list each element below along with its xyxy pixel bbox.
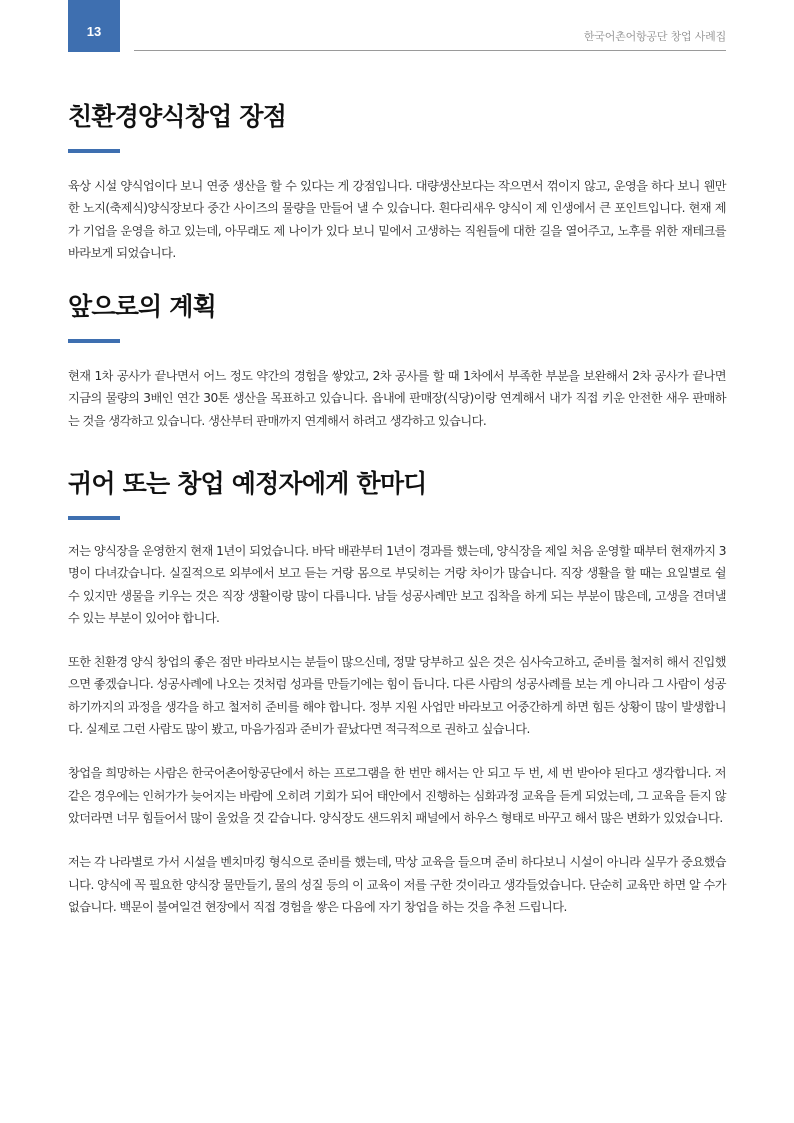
heading-accent-bar — [68, 149, 120, 153]
paragraph: 저는 양식장을 운영한지 현재 1년이 되었습니다. 바닥 배관부터 1년이 경과를 했는데, 양식장을 제일 처음 운영할 때부터 현재까지 3명이 다녀갔습니다. 실질적으로 외부에서 보고 듣는 거랑 몸으로 부딪히는 거랑 차이가 많습니다. 직장 생활을 할 때는 요일별로 쉴 수 있지만 생물을 키우는 것은 직장 생활이랑 많이 다릅니다. 남들 성공사례만 보고 집착을 하게 되는 부분이 많은데, 고생을 견뎌낼 수 있는 부분이 있어야 합니다. — [68, 544, 726, 625]
section-advice — [68, 467, 726, 918]
paragraph: 창업을 희망하는 사람은 한국어촌어항공단에서 하는 프로그램을 한 번만 해서는 안 되고 두 번, 세 번 받아야 된다고 생각합니다. 저 같은 경우에는 인허가가 늦어지는 바람에 오히려 기회가 되어 태안에서 진행하는 심화과정 교육을 듣게 되었는데, 그 교육을 듣지 않았더라면 너무 힘들어서 많이 울었을 것 같습니다. 양식장도 샌드위치 패널에서 하우스 형태로 바꾸고 해서 많은 변화가 있었습니다. — [68, 766, 726, 825]
heading-accent-bar — [68, 339, 120, 343]
section-heading: 친환경양식창업 장점 — [68, 102, 287, 131]
section-future-plans — [68, 290, 726, 432]
header-divider — [134, 50, 726, 51]
section-heading: 앞으로의 계획 — [68, 292, 217, 321]
document-title: 한국어촌어항공단 창업 사례집 — [583, 30, 726, 43]
page-number-tab — [68, 0, 120, 52]
paragraph: 저는 각 나라별로 가서 시설을 벤치마킹 형식으로 준비를 했는데, 막상 교육을 들으며 준비 하다보니 시설이 아니라 실무가 중요했습니다. 양식에 꼭 필요한 양식장 물만들기, 물의 성질 등의 이 교육이 저를 구한 것이라고 생각들었습니다. 단순히 교육만 하면 알 수가 없습니다. 백문이 불여일견 현장에서 직접 경험을 쌓은 다음에 자기 창업을 하는 것을 추천 드립니다. — [68, 855, 726, 914]
paragraph: 또한 친환경 양식 창업의 좋은 점만 바라보시는 분들이 많으신데, 정말 당부하고 싶은 것은 심사숙고하고, 준비를 철저히 해서 진입했으면 좋겠습니다. 성공사례에 나오는 것처럼 성과를 만들기에는 힘이 듭니다. 다른 사람의 성공사례를 보는 게 아니라 그 사람이 성공하기까지의 과정을 생각을 하고 철저히 준비를 해야 합니다. 정부 지원 사업만 바라보고 어중간하게 하면 힘든 상황이 많이 발생합니다. 실제로 그런 사람도 많이 봤고, 마음가짐과 준비가 끝났다면 적극적으로 권하고 싶습니다. — [68, 655, 726, 737]
section-heading: 귀어 또는 창업 예정자에게 한마디 — [68, 469, 427, 498]
paragraph: 육상 시설 양식업이다 보니 연중 생산을 할 수 있다는 게 강점입니다. 대량생산보다는 작으면서 꺾이지 않고, 운영을 하다 보니 웬만한 노지(축제식)양식장보다 중간 사이즈의 물량을 만들어 낼 수 있습니다. 흰다리새우 양식이 제 인생에서 큰 포인트입니다. 현재 제가 기업을 운영을 하고 있는데, 아무래도 제 나이가 있다 보니 밑에서 고생하는 직원들에 대한 길을 열어주고, 노후를 위한 재테크를 바라보게 되었습니다. — [68, 179, 726, 260]
heading-accent-bar — [68, 516, 120, 520]
paragraph: 현재 1차 공사가 끝나면서 어느 정도 약간의 경험을 쌓았고, 2차 공사를 할 때 1차에서 부족한 부분을 보완해서 2차 공사가 끝나면 지금의 물량의 3배인 연간 30톤 생산을 목표하고 있습니다. 읍내에 판매장(식당)이랑 연계해서 내가 직접 키운 안전한 새우 판매하는 것을 생각하고 있습니다. 생산부터 판매까지 연계해서 하려고 생각하고 있습니다. — [68, 369, 726, 428]
section-advantages — [68, 100, 726, 264]
page-number: 13 — [86, 23, 102, 39]
